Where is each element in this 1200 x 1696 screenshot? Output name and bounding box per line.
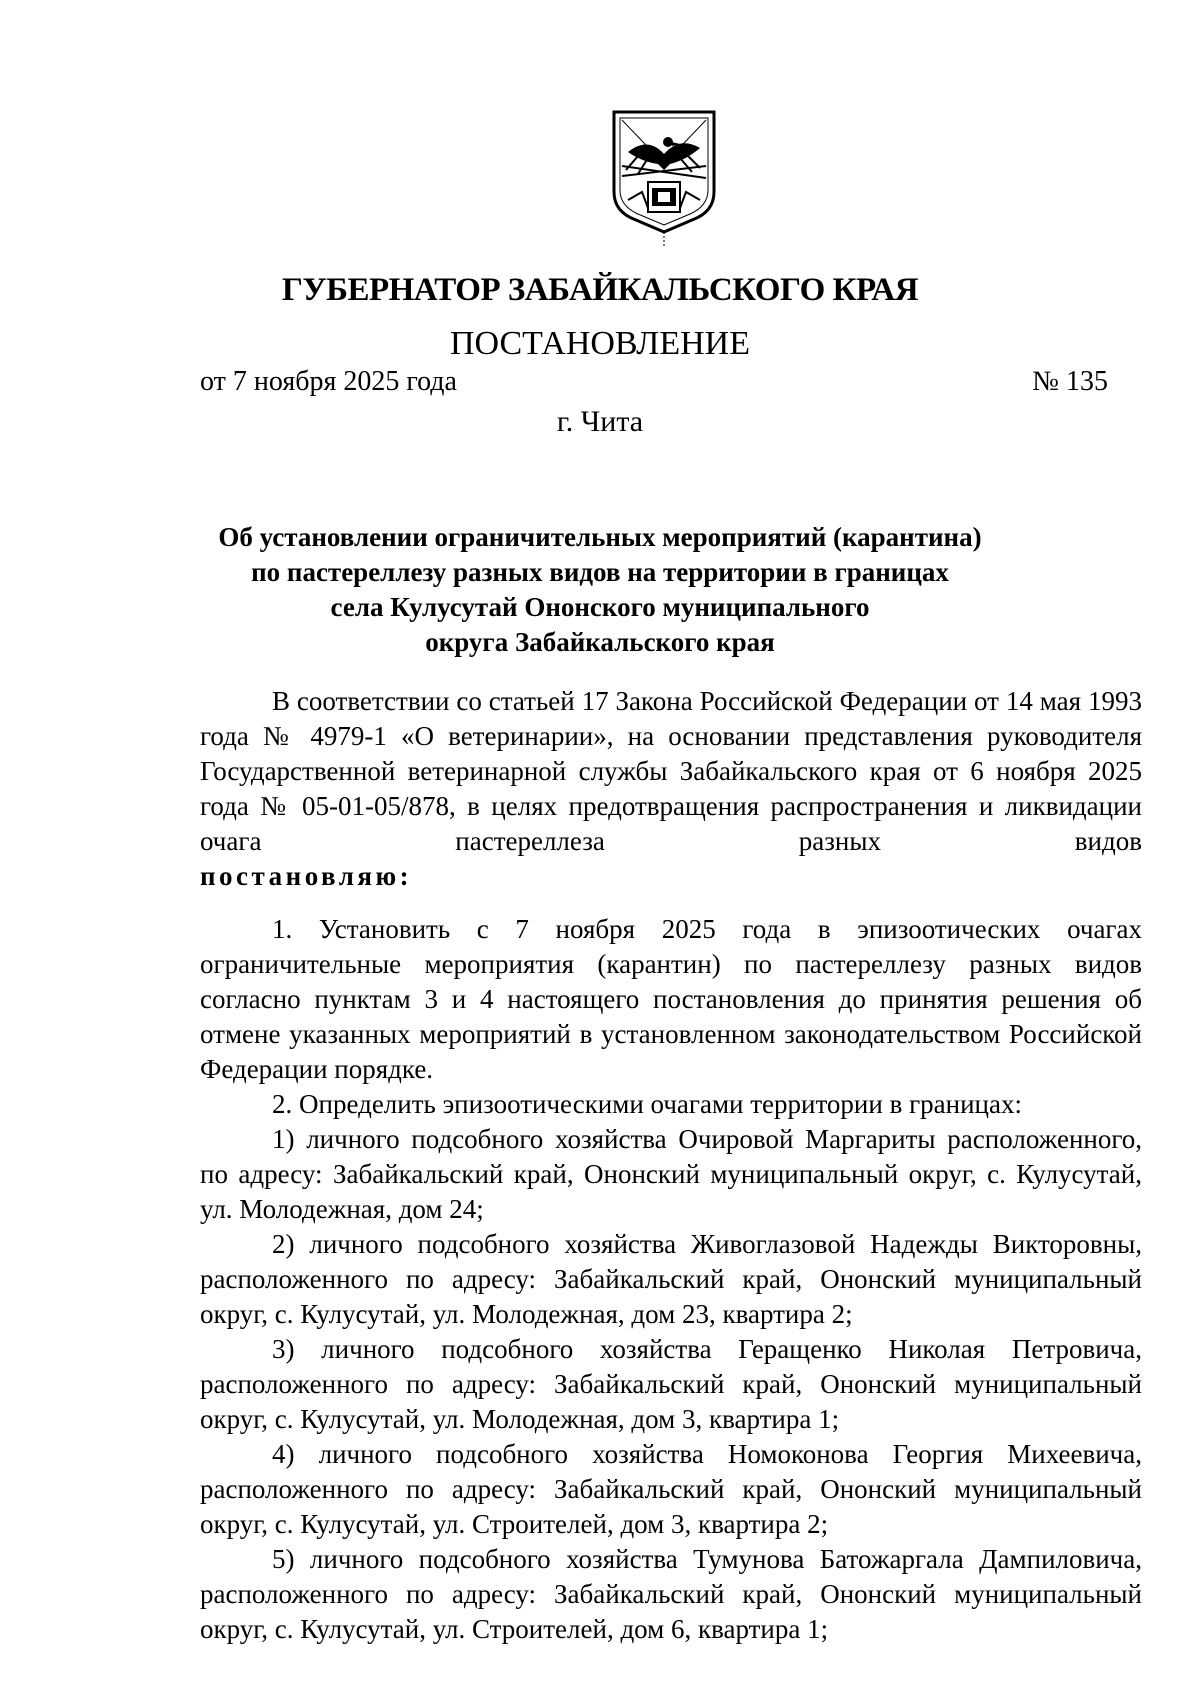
list-item-2: 2) личного подсобного хозяйства Живоглазовой Надежды Викторовны, расположенного по адресу: Забайкальский край, Ононский муниципальный округ, с. Кулусутай, ул. Молодежная, дом 23, квартира 2; <box>200 1229 1142 1329</box>
coat-of-arms-emblem-icon <box>608 108 720 250</box>
title-line: округа Забайкальского края <box>425 627 775 657</box>
list-item-1: 1) личного подсобного хозяйства Очировой Маргариты расположенного, по адресу: Забайкальский край, Ононский муниципальный округ, с. Кулусутай, ул. Молодежная, дом 24; <box>200 1124 1142 1224</box>
document-number: № 135 <box>1032 366 1108 397</box>
paragraph-2: 2. Определить эпизоотическими очагами территории в границах: <box>272 1089 1022 1119</box>
document-city: г. Чита <box>556 405 644 438</box>
decree-word-line <box>200 859 1142 894</box>
document-title <box>150 520 1050 660</box>
preamble-paragraph: В соответствии со статьей 17 Закона Российской Федерации от 14 мая 1993 года № 4979-1 «О ветеринарии», на основании представления руководителя Государственной ветеринарной службы Забайкальского края от 6 ноября 2025 года № 05-01-05/878, в целях предотвращения распространения и ликвидации очага пастереллеза разных видов <box>200 686 1142 856</box>
list-item-5: 5) личного подсобного хозяйства Тумунова Батожаргала Дампиловича, расположенного по адресу: Забайкальский край, Ононский муниципальный округ, с. Кулусутай, ул. Строителей, дом 6, квартира 1; <box>200 1544 1142 1644</box>
document-date: от 7 ноября 2025 года <box>200 366 457 397</box>
issuing-authority: ГУБЕРНАТОР ЗАБАЙКАЛЬСКОГО КРАЯ <box>281 272 919 308</box>
paragraph-1: 1. Установить с 7 ноября 2025 года в эпизоотических очагах ограничительные мероприятия (карантин) по пастереллезу разных видов согласно пунктам 3 и 4 настоящего постановления до принятия решения об отмене указанных мероприятий в установленном законодательством Российской Федерации порядке. <box>200 914 1142 1084</box>
document-body <box>200 684 1142 1647</box>
title-line: села Кулусутай Ононского муниципального <box>330 592 870 622</box>
decree-word: постановляю: <box>200 861 413 891</box>
title-line: по пастереллезу разных видов на территории в границах <box>251 557 949 587</box>
list-item-4: 4) личного подсобного хозяйства Номоконова Георгия Михеевича, расположенного по адресу: Забайкальский край, Ононский муниципальный округ, с. Кулусутай, ул. Строителей, дом 3, квартира 2; <box>200 1439 1142 1539</box>
document-type: ПОСТАНОВЛЕНИЕ <box>449 325 751 362</box>
title-line: Об установлении ограничительных мероприятий (карантина) <box>218 522 982 552</box>
list-item-3: 3) личного подсобного хозяйства Геращенко Николая Петровича, расположенного по адресу: Забайкальский край, Ононский муниципальный округ, с. Кулусутай, ул. Молодежная, дом 3, квартира 1; <box>200 1334 1142 1434</box>
